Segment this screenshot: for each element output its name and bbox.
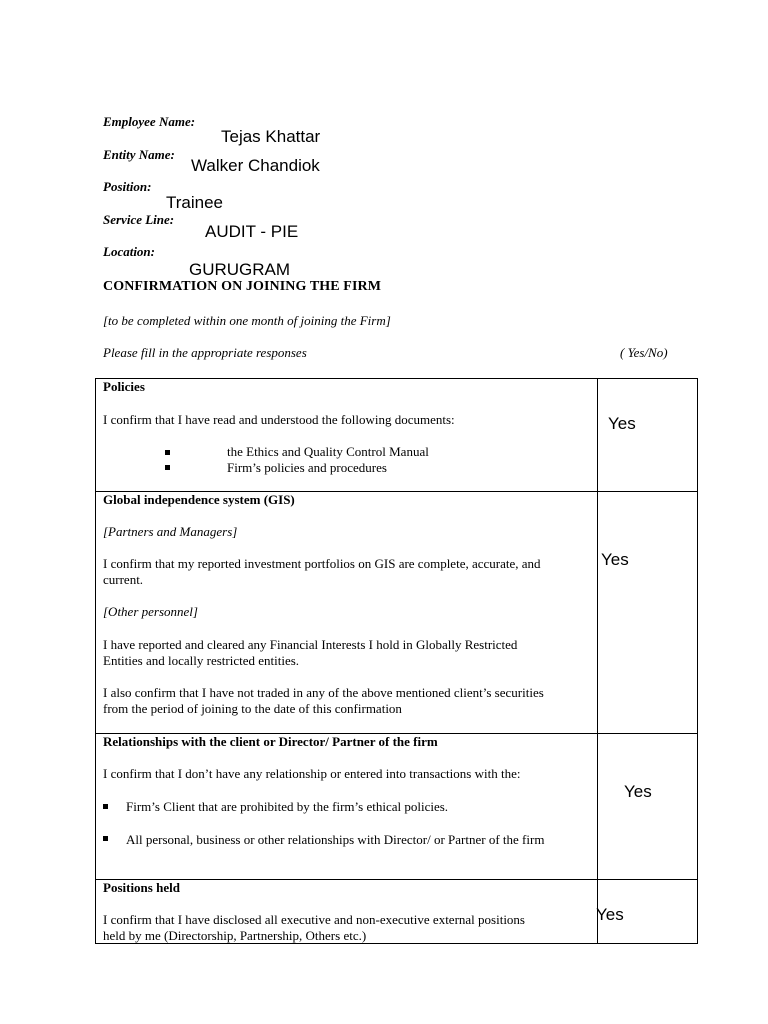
employee-name-value: Tejas Khattar — [221, 127, 321, 146]
bullet-marker — [103, 836, 108, 841]
gis-text: Entities and locally restricted entities. — [103, 653, 300, 668]
gis-text: I also confirm that I have not traded in any of the above mentioned client’s securities — [103, 685, 544, 700]
table-border-right — [697, 378, 698, 944]
bullet-marker — [165, 465, 170, 470]
policies-item: the Ethics and Quality Control Manual — [227, 444, 429, 459]
table-border-left — [95, 378, 96, 944]
entity-name-value: Walker Chandiok — [191, 156, 320, 175]
positions-text: held by me (Directorship, Partnership, Others etc.) — [103, 928, 367, 943]
bullet-marker — [165, 450, 170, 455]
service-line-label: Service Line: — [103, 212, 175, 227]
gis-text: I have reported and cleared any Financial Interests I hold in Globally Restricted — [103, 637, 518, 652]
relationships-text: I confirm that I don’t have any relationship or entered into transactions with the: — [103, 766, 521, 781]
form-title: CONFIRMATION ON JOINING THE FIRM — [103, 279, 382, 294]
gis-answer: Yes — [601, 550, 629, 569]
location-value: GURUGRAM — [189, 260, 291, 279]
gis-subheading-partners: [Partners and Managers] — [103, 524, 238, 539]
gis-text: from the period of joining to the date of this confirmation — [103, 701, 402, 716]
form-instruction: Please fill in the appropriate responses — [103, 345, 307, 360]
positions-heading: Positions held — [103, 880, 180, 895]
policies-text: I confirm that I have read and understood the following documents: — [103, 412, 455, 427]
relationships-answer: Yes — [624, 782, 652, 801]
table-column-divider — [597, 378, 598, 944]
location-label: Location: — [103, 244, 155, 259]
policies-answer: Yes — [608, 414, 636, 433]
service-line-value: AUDIT - PIE — [205, 222, 299, 241]
table-border-top — [95, 378, 698, 379]
form-note: [to be completed within one month of joining the Firm] — [103, 313, 391, 328]
positions-text: I confirm that I have disclosed all executive and non-executive external positions — [103, 912, 525, 927]
gis-text: I confirm that my reported investment portfolios on GIS are complete, accurate, and — [103, 556, 541, 571]
entity-name-label: Entity Name: — [103, 147, 175, 162]
table-row-divider — [95, 879, 698, 880]
gis-text: current. — [103, 572, 144, 587]
gis-subheading-other: [Other personnel] — [103, 604, 198, 619]
policies-heading: Policies — [103, 379, 145, 394]
bullet-marker — [103, 804, 108, 809]
relationships-item: Firm’s Client that are prohibited by the firm’s ethical policies. — [126, 799, 449, 814]
position-value: Trainee — [166, 193, 224, 212]
response-hint: ( Yes/No) — [620, 345, 668, 360]
positions-answer: Yes — [596, 905, 624, 924]
relationships-heading: Relationships with the client or Director/ Partner of the firm — [103, 734, 438, 749]
policies-item: Firm’s policies and procedures — [227, 460, 387, 475]
employee-name-label: Employee Name: — [103, 114, 196, 129]
position-label: Position: — [103, 179, 152, 194]
gis-heading: Global independence system (GIS) — [103, 492, 295, 507]
relationships-item: All personal, business or other relationships with Director/ or Partner of the firm — [126, 832, 545, 847]
